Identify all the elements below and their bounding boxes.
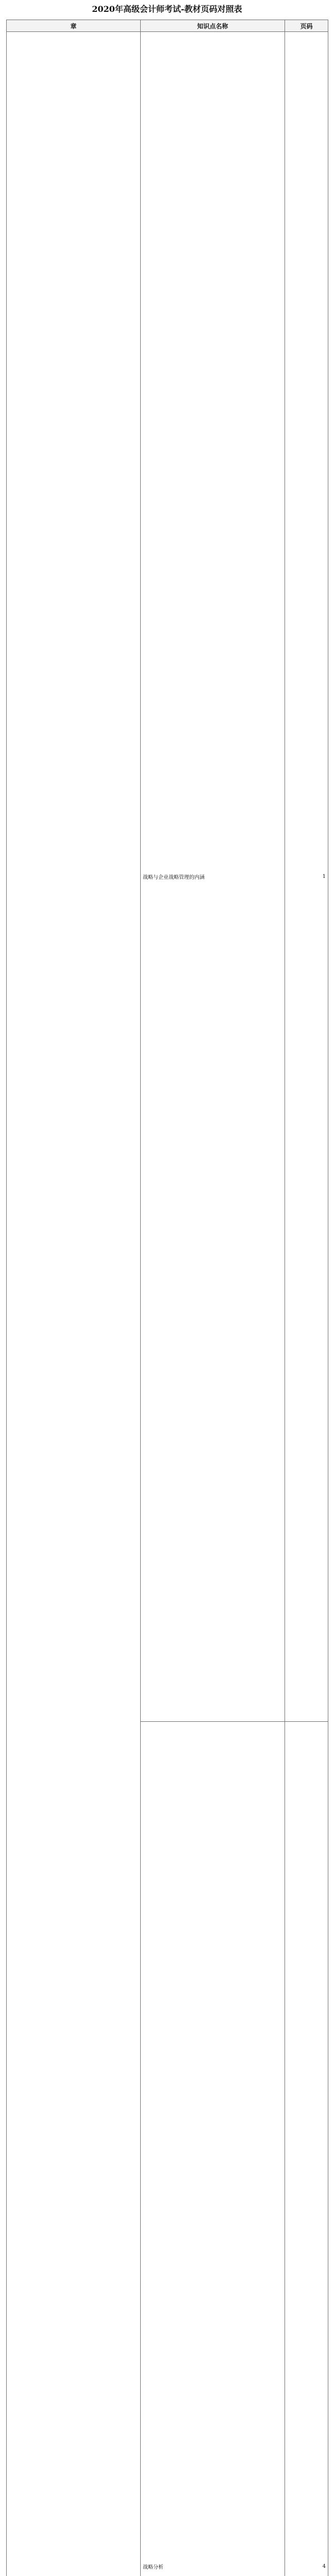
table-body — [7, 32, 328, 2576]
table-header-row — [7, 20, 328, 32]
header-chapter: 章 — [7, 20, 141, 32]
knowledge-point-cell: 战略与企业战略管理的内涵 — [141, 32, 285, 1722]
header-page: 页码 — [285, 20, 328, 32]
page-number-table — [6, 20, 328, 2576]
page-number-cell: 1 — [285, 32, 328, 1722]
page-number-cell: 4 — [285, 1722, 328, 2576]
knowledge-point-cell: 战略分析 — [141, 1722, 285, 2576]
chapter-cell — [7, 32, 141, 2576]
document-title: 2020年高级会计师考试-教材页码对照表 — [0, 0, 334, 19]
table-row — [7, 32, 328, 1722]
header-point: 知识点名称 — [141, 20, 285, 32]
